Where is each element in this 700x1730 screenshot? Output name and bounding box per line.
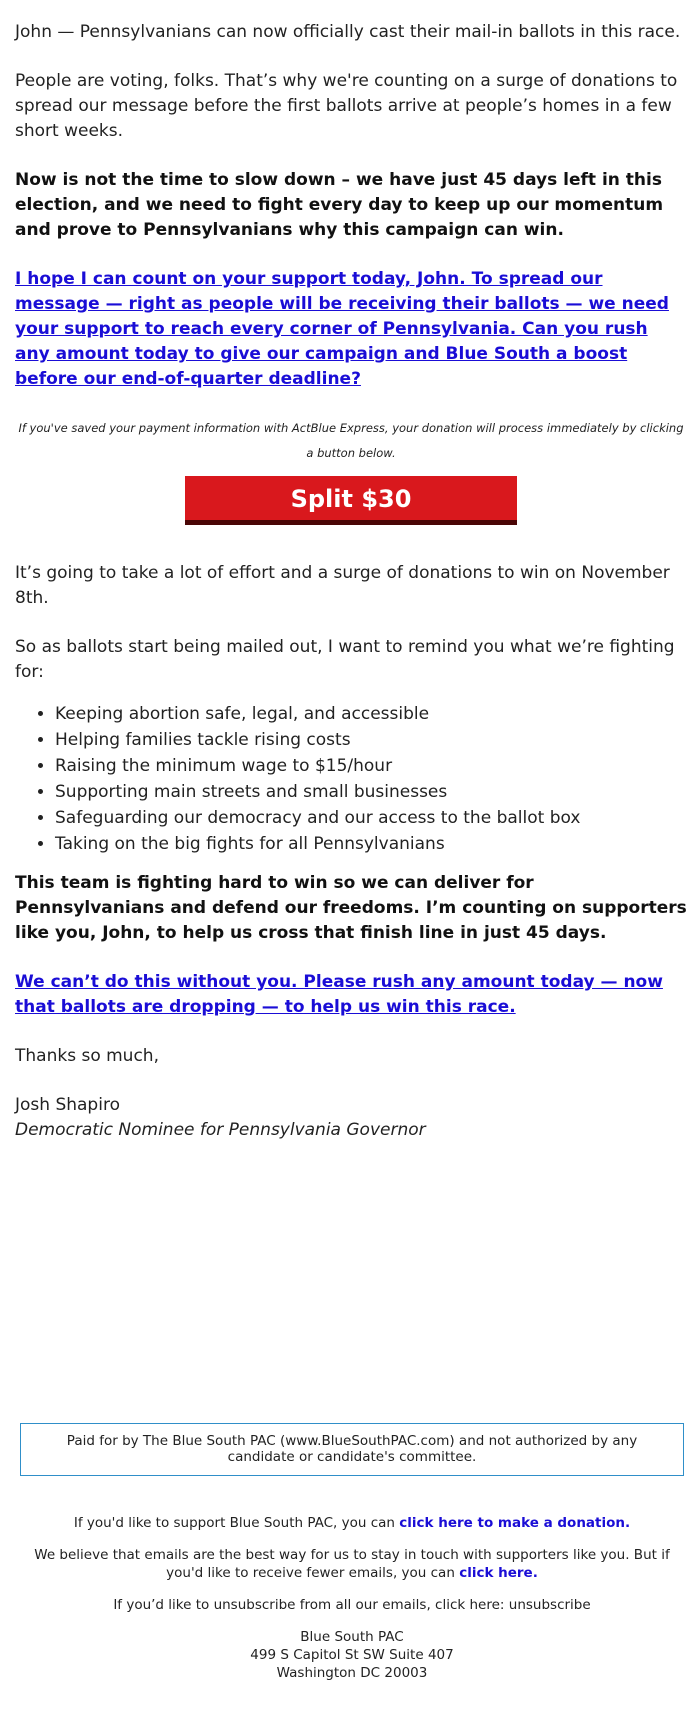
list-item: • Safeguarding our democracy and our access to the ballot box xyxy=(55,805,687,831)
signer-name: Josh Shapiro xyxy=(15,1095,120,1115)
list-item: • Taking on the big fights for all Pennsylvanians xyxy=(55,831,687,857)
mailing-address xyxy=(20,1628,684,1682)
email-body xyxy=(15,20,687,1167)
support-link-paragraph xyxy=(15,267,687,392)
issues-list xyxy=(15,701,687,857)
voting-paragraph: People are voting, folks. That’s why we're counting on a surge of donations to spread our message before the first ballots arrive at people’s homes in a few short weeks. xyxy=(15,71,678,141)
signature xyxy=(15,1093,687,1143)
signoff: Thanks so much, xyxy=(15,1046,159,1066)
signer-title: Democratic Nominee for Pennsylvania Governor xyxy=(15,1120,426,1140)
rush-donation-link[interactable]: We can’t do this without you. Please rush any amount today — now that ballots are dropping — to help us win this race. xyxy=(15,972,663,1017)
address-line-1: 499 S Capitol St SW Suite 407 xyxy=(250,1647,454,1663)
donate-button-wrap xyxy=(15,476,687,525)
list-item: • Keeping abortion safe, legal, and accessible xyxy=(55,701,687,727)
rush-link-paragraph xyxy=(15,970,687,1020)
paid-for-disclaimer: Paid for by The Blue South PAC (www.BlueSouthPAC.com) and not authorized by any candidate or candidate's committee. xyxy=(20,1423,684,1476)
address-line-2: Washington DC 20003 xyxy=(276,1665,428,1681)
unsubscribe-line[interactable]: If you’d like to unsubscribe from all our emails, click here: unsubscribe xyxy=(113,1597,591,1613)
list-item: • Supporting main streets and small businesses xyxy=(55,779,687,805)
fewer-emails-line xyxy=(20,1546,684,1582)
support-pac-line xyxy=(20,1514,684,1532)
donation-link[interactable]: click here to make a donation. xyxy=(399,1515,631,1531)
intro-paragraph: John — Pennsylvanians can now officially cast their mail-in ballots in this race. xyxy=(15,22,681,42)
split-30-button[interactable]: Split $30 xyxy=(185,476,517,525)
org-name: Blue South PAC xyxy=(300,1629,404,1645)
fewer-emails-link[interactable]: click here. xyxy=(459,1565,538,1581)
list-item: • Helping families tackle rising costs xyxy=(55,727,687,753)
fewer-emails-text: We believe that emails are the best way for us to stay in touch with supporters like you. But if you'd like to receive fewer emails, you can xyxy=(34,1547,670,1581)
effort-paragraph: It’s going to take a lot of effort and a surge of donations to win on November 8th. xyxy=(15,563,670,608)
support-link[interactable]: I hope I can count on your support today, John. To spread our message — right as people will be receiving their ballots — we need your support to reach every corner of Pennsylvania. Can you rush any amount today to give our campaign and Blue South a boost before our end-of-quarter deadline? xyxy=(15,269,669,389)
team-paragraph: This team is fighting hard to win so we can deliver for Pennsylvanians and defend our freedoms. I’m counting on supporters like you, John, to help us cross that finish line in just 45 days. xyxy=(15,873,687,943)
email-footer xyxy=(20,1423,684,1682)
actblue-express-note: If you've saved your payment information with ActBlue Express, your donation will process immediately by clicking a button below. xyxy=(18,421,684,460)
support-pac-text: If you'd like to support Blue South PAC, you can xyxy=(73,1515,395,1531)
momentum-paragraph: Now is not the time to slow down – we have just 45 days left in this election, and we need to fight every day to keep up our momentum and prove to Pennsylvanians why this campaign can win. xyxy=(15,170,664,240)
list-item: • Raising the minimum wage to $15/hour xyxy=(55,753,687,779)
fighting-for-paragraph: So as ballots start being mailed out, I want to remind you what we’re fighting for: xyxy=(15,637,675,682)
